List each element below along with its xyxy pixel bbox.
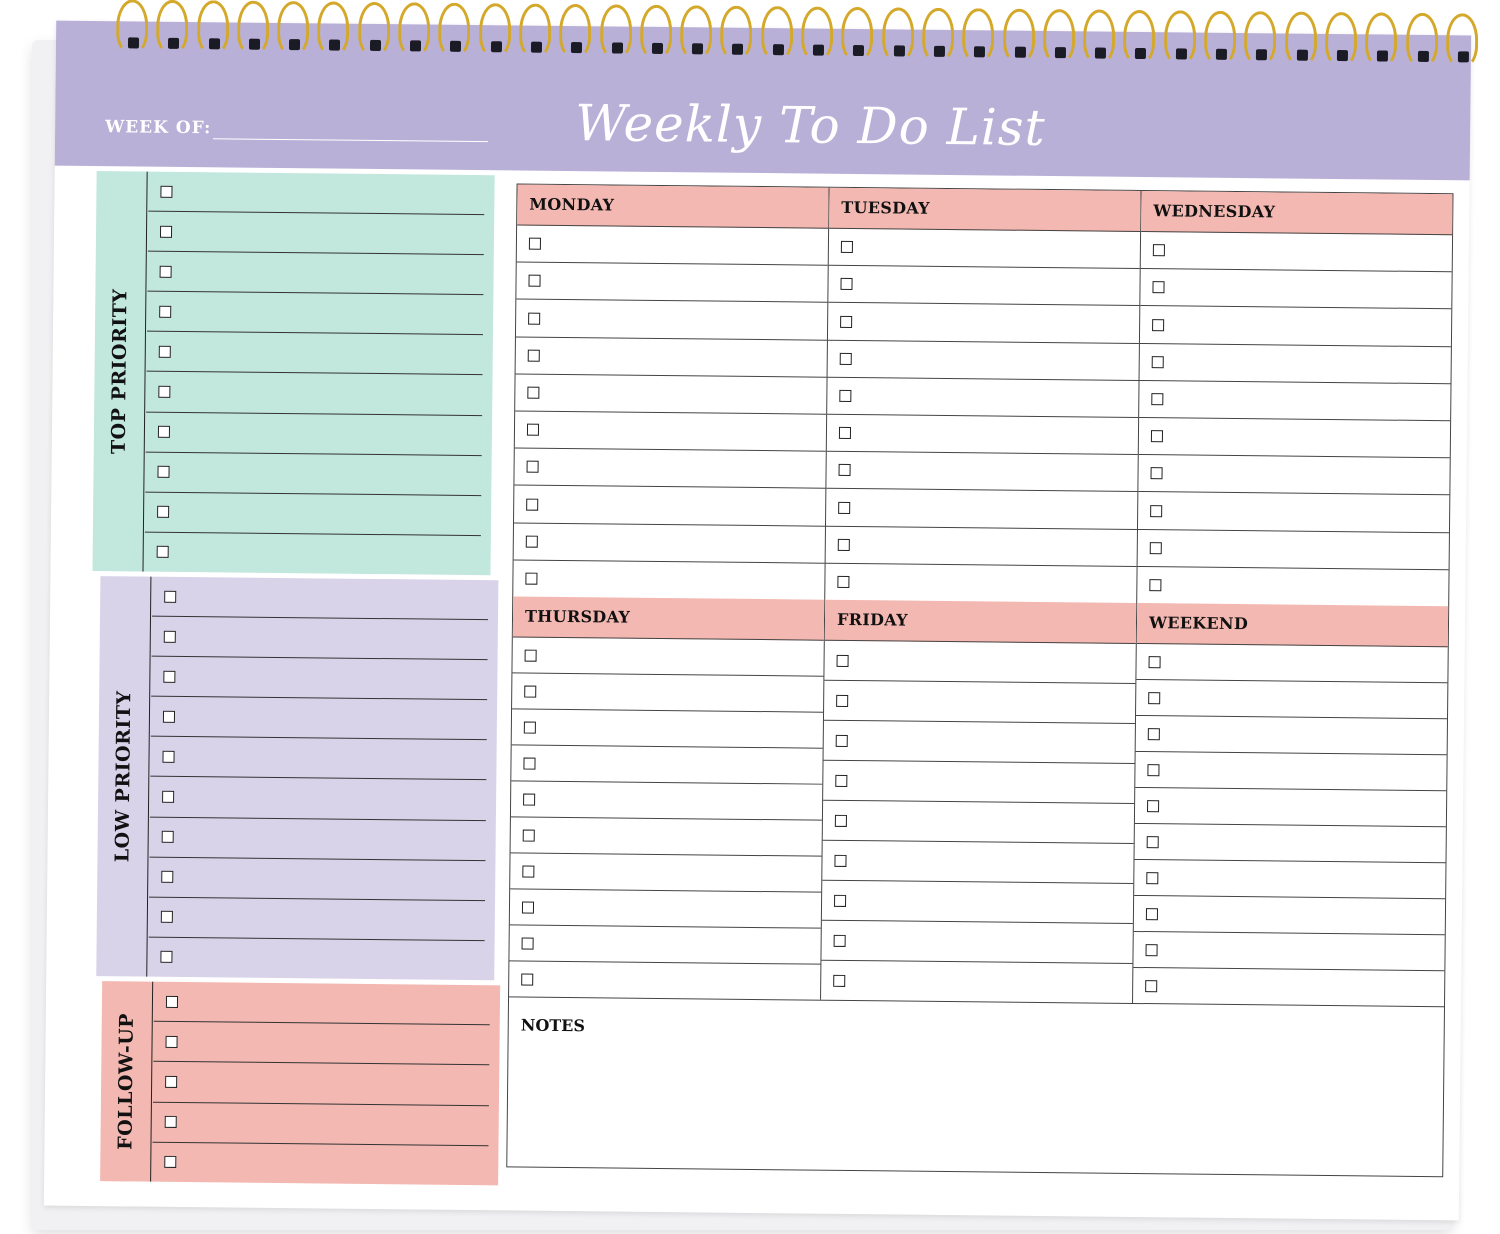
checkbox[interactable]	[524, 685, 536, 697]
checkbox[interactable]	[837, 576, 849, 588]
binding-hole	[450, 41, 461, 52]
checkbox[interactable]	[1149, 656, 1161, 668]
day-task-line[interactable]	[512, 637, 823, 676]
binding-hole	[1055, 47, 1066, 58]
day-task-line[interactable]	[1136, 716, 1447, 755]
day-task-line[interactable]	[513, 560, 824, 599]
checkbox[interactable]	[1152, 356, 1164, 368]
checkbox[interactable]	[840, 353, 852, 365]
binding-hole	[974, 46, 985, 57]
week-of-label: WEEK OF:	[105, 117, 212, 139]
day-task-line[interactable]	[827, 378, 1138, 418]
days-row-2	[509, 596, 1448, 1006]
checkbox[interactable]	[165, 1076, 177, 1088]
day-label-friday: FRIDAY	[836, 609, 908, 630]
day-task-line[interactable]	[1140, 269, 1451, 309]
day-task-line[interactable]	[1135, 788, 1446, 827]
spiral-coil	[237, 1, 268, 67]
checkbox[interactable]	[835, 814, 847, 826]
follow-up-section	[100, 981, 500, 1185]
spiral-coil	[1123, 10, 1154, 76]
day-lines-wednesday	[1137, 232, 1452, 606]
spiral-coil	[277, 1, 308, 67]
spiral-coil	[1405, 13, 1436, 79]
checkbox[interactable]	[525, 572, 537, 584]
day-lines-thursday	[509, 637, 824, 999]
checkbox[interactable]	[838, 501, 850, 513]
binding-hole	[1176, 48, 1187, 59]
low-priority-section	[96, 576, 498, 980]
day-task-line[interactable]	[1140, 344, 1451, 384]
day-column-weekend	[1133, 603, 1448, 1006]
task-line[interactable]	[149, 897, 485, 941]
day-lines-monday	[513, 225, 828, 599]
binding-hole	[853, 45, 864, 56]
top-priority-rows	[144, 172, 484, 575]
checkbox[interactable]	[164, 1156, 176, 1168]
spiral-coil	[801, 6, 832, 72]
checkbox[interactable]	[1151, 393, 1163, 405]
checkbox[interactable]	[162, 831, 174, 843]
day-task-line[interactable]	[512, 709, 823, 748]
checkbox[interactable]	[836, 734, 848, 746]
day-task-line[interactable]	[827, 415, 1138, 455]
checkbox[interactable]	[157, 466, 169, 478]
day-task-line[interactable]	[510, 853, 821, 892]
binding-hole	[1014, 47, 1025, 58]
day-task-line[interactable]	[826, 489, 1137, 529]
checkbox[interactable]	[1146, 872, 1158, 884]
checkbox[interactable]	[164, 630, 176, 642]
binding-hole	[1095, 48, 1106, 59]
day-task-line[interactable]	[516, 337, 827, 377]
task-line[interactable]	[149, 817, 485, 861]
spiral-coil	[881, 7, 912, 73]
binding-hole	[894, 45, 905, 56]
day-task-line[interactable]	[1141, 232, 1452, 272]
low-priority-label: LOW PRIORITY	[111, 690, 136, 863]
day-task-line[interactable]	[1137, 567, 1448, 606]
task-line[interactable]	[151, 697, 487, 741]
checkbox[interactable]	[1150, 542, 1162, 554]
week-of-line	[213, 138, 488, 142]
day-label-weekend: WEEKEND	[1148, 613, 1249, 634]
day-task-line[interactable]	[1136, 644, 1447, 683]
checkbox[interactable]	[523, 757, 535, 769]
binding-hole	[732, 44, 743, 55]
checkbox[interactable]	[525, 649, 537, 661]
checkbox[interactable]	[162, 791, 174, 803]
day-task-line[interactable]	[515, 411, 826, 451]
checkbox[interactable]	[834, 934, 846, 946]
checkbox[interactable]	[836, 694, 848, 706]
spiral-coil	[680, 5, 711, 71]
task-line[interactable]	[153, 1062, 489, 1106]
task-line[interactable]	[147, 332, 483, 376]
day-task-line[interactable]	[828, 303, 1139, 343]
day-task-line[interactable]	[511, 745, 822, 784]
binding-hole	[1135, 48, 1146, 59]
spiral-coil	[559, 4, 590, 70]
day-task-line[interactable]	[1138, 530, 1449, 570]
binding-hole	[1297, 50, 1308, 61]
checkbox[interactable]	[837, 654, 849, 666]
day-header-friday	[825, 600, 1136, 644]
spiral-coil	[478, 3, 509, 69]
binding-hole	[692, 43, 703, 54]
day-task-line[interactable]	[1139, 418, 1450, 458]
low-priority-label-column	[96, 576, 151, 977]
planner-sheet	[44, 21, 1471, 1221]
task-line[interactable]	[148, 172, 484, 216]
task-line[interactable]	[144, 532, 480, 575]
checkbox[interactable]	[839, 390, 851, 402]
day-task-line[interactable]	[1138, 492, 1449, 532]
checkbox[interactable]	[839, 464, 851, 476]
spiral-coil	[760, 6, 791, 72]
follow-up-label: FOLLOW-UP	[114, 1012, 138, 1150]
days-grid	[506, 183, 1453, 1177]
checkbox[interactable]	[160, 265, 172, 277]
checkbox[interactable]	[1147, 800, 1159, 812]
day-task-line[interactable]	[511, 817, 822, 856]
follow-up-label-column	[100, 981, 153, 1182]
spiral-coil	[841, 7, 872, 73]
binding-hole	[611, 42, 622, 53]
binding-hole	[491, 41, 502, 52]
checkbox[interactable]	[162, 751, 174, 763]
binding-hole	[813, 45, 824, 56]
day-task-line[interactable]	[824, 721, 1135, 764]
day-column-monday	[513, 184, 829, 599]
checkbox[interactable]	[840, 315, 852, 327]
spiral-coil	[1163, 10, 1194, 76]
checkbox[interactable]	[523, 829, 535, 841]
day-task-line[interactable]	[1136, 680, 1447, 719]
day-task-line[interactable]	[514, 449, 825, 489]
spiral-coil	[116, 0, 147, 66]
task-line[interactable]	[154, 982, 490, 1026]
day-header-weekend	[1137, 603, 1448, 647]
checkbox[interactable]	[164, 590, 176, 602]
checkbox[interactable]	[1153, 244, 1165, 256]
checkbox[interactable]	[528, 349, 540, 361]
spiral-coil	[599, 4, 630, 70]
day-task-line[interactable]	[826, 452, 1137, 492]
checkbox[interactable]	[841, 241, 853, 253]
task-line[interactable]	[151, 657, 487, 701]
spiral-coil	[1002, 9, 1033, 75]
task-line[interactable]	[153, 1102, 489, 1146]
day-task-line[interactable]	[1134, 896, 1445, 935]
day-lines-tuesday	[825, 229, 1140, 603]
task-line[interactable]	[152, 577, 488, 621]
day-task-line[interactable]	[829, 229, 1140, 269]
checkbox[interactable]	[158, 426, 170, 438]
day-header-wednesday	[1141, 191, 1452, 235]
checkbox[interactable]	[1150, 505, 1162, 517]
spiral-coil	[317, 1, 348, 67]
top-priority-label-column	[92, 171, 147, 572]
day-task-line[interactable]	[514, 486, 825, 526]
task-line[interactable]	[152, 617, 488, 661]
checkbox[interactable]	[522, 865, 534, 877]
day-task-line[interactable]	[1138, 455, 1449, 495]
binding-hole	[1458, 51, 1469, 62]
day-task-line[interactable]	[509, 961, 820, 999]
spiral-coil	[519, 3, 550, 69]
top-priority-label: TOP PRIORITY	[107, 288, 132, 455]
checkbox[interactable]	[1151, 430, 1163, 442]
task-line[interactable]	[148, 937, 484, 980]
checkbox[interactable]	[526, 535, 538, 547]
checkbox[interactable]	[834, 854, 846, 866]
task-line[interactable]	[146, 372, 482, 416]
binding-hole	[410, 40, 421, 51]
day-task-line[interactable]	[821, 961, 1132, 1003]
checkbox[interactable]	[1146, 944, 1158, 956]
task-line[interactable]	[148, 212, 484, 256]
day-label-wednesday: WEDNESDAY	[1153, 201, 1276, 222]
top-priority-section	[92, 171, 494, 575]
day-task-line[interactable]	[516, 300, 827, 340]
day-header-thursday	[513, 596, 824, 640]
day-column-wednesday	[1137, 191, 1452, 606]
binding-hole	[1337, 50, 1348, 61]
task-line[interactable]	[153, 1022, 489, 1066]
notes-area[interactable]	[507, 996, 1444, 1177]
checkbox[interactable]	[528, 275, 540, 287]
checkbox[interactable]	[1152, 319, 1164, 331]
day-column-friday	[821, 600, 1137, 1003]
day-task-line[interactable]	[517, 225, 828, 265]
binding-hole	[370, 40, 381, 51]
checkbox[interactable]	[529, 238, 541, 250]
spiral-coil	[1365, 12, 1396, 78]
checkbox[interactable]	[1147, 836, 1159, 848]
checkbox[interactable]	[527, 386, 539, 398]
spiral-coil	[196, 0, 227, 66]
checkbox[interactable]	[524, 721, 536, 733]
notes-label: NOTES	[520, 1015, 586, 1036]
binding-hole	[168, 38, 179, 49]
binding-hole	[1256, 49, 1267, 60]
spiral-coil	[922, 8, 953, 74]
spiral-coil	[1244, 11, 1275, 77]
checkbox[interactable]	[1147, 764, 1159, 776]
day-task-line[interactable]	[515, 374, 826, 414]
day-task-line[interactable]	[1140, 306, 1451, 346]
day-task-line[interactable]	[824, 641, 1135, 684]
day-task-line[interactable]	[828, 266, 1139, 306]
day-task-line[interactable]	[1133, 932, 1444, 971]
task-line[interactable]	[152, 1143, 488, 1186]
task-line[interactable]	[146, 412, 482, 456]
day-task-line[interactable]	[1135, 824, 1446, 863]
spiral-coil	[1446, 13, 1477, 79]
day-task-line[interactable]	[825, 564, 1136, 603]
spiral-coil	[358, 2, 389, 68]
day-task-line[interactable]	[514, 523, 825, 563]
day-header-monday	[517, 184, 828, 228]
day-label-thursday: THURSDAY	[524, 606, 631, 627]
checkbox[interactable]	[833, 974, 845, 986]
spiral-binding	[116, 0, 1477, 83]
day-label-monday: MONDAY	[529, 194, 615, 215]
checkbox[interactable]	[834, 894, 846, 906]
checkbox[interactable]	[165, 1116, 177, 1128]
checkbox[interactable]	[527, 461, 539, 473]
day-label-tuesday: TUESDAY	[841, 197, 931, 218]
task-line[interactable]	[147, 292, 483, 336]
day-task-line[interactable]	[823, 761, 1134, 804]
task-line[interactable]	[149, 857, 485, 901]
spiral-coil	[1204, 11, 1235, 77]
day-task-line[interactable]	[510, 889, 821, 928]
checkbox[interactable]	[839, 427, 851, 439]
checkbox[interactable]	[161, 911, 173, 923]
checkbox[interactable]	[838, 539, 850, 551]
binding-hole	[128, 37, 139, 48]
checkbox[interactable]	[1146, 908, 1158, 920]
day-task-line[interactable]	[1139, 381, 1450, 421]
checkbox[interactable]	[1152, 281, 1164, 293]
checkbox[interactable]	[157, 546, 169, 558]
checkbox[interactable]	[160, 225, 172, 237]
task-line[interactable]	[150, 737, 486, 781]
checkbox[interactable]	[528, 312, 540, 324]
day-lines-weekend	[1133, 644, 1448, 1006]
task-line[interactable]	[145, 492, 481, 536]
follow-up-rows	[152, 982, 490, 1186]
checkbox[interactable]	[527, 424, 539, 436]
checkbox[interactable]	[1148, 728, 1160, 740]
checkbox[interactable]	[163, 671, 175, 683]
day-task-line[interactable]	[821, 921, 1132, 964]
checkbox[interactable]	[159, 346, 171, 358]
checkbox[interactable]	[840, 278, 852, 290]
checkbox[interactable]	[523, 793, 535, 805]
task-line[interactable]	[145, 452, 481, 496]
binding-hole	[571, 42, 582, 53]
checkbox[interactable]	[522, 937, 534, 949]
checkbox[interactable]	[161, 871, 173, 883]
spiral-coil	[1043, 9, 1074, 75]
day-lines-friday	[821, 641, 1136, 1003]
binding-hole	[934, 46, 945, 57]
page-title: Weekly To Do List	[574, 94, 1046, 157]
checkbox[interactable]	[165, 1036, 177, 1048]
spiral-coil	[1083, 9, 1114, 75]
binding-hole	[249, 39, 260, 50]
binding-hole	[1216, 49, 1227, 60]
day-task-line[interactable]	[1135, 752, 1446, 791]
binding-hole	[329, 39, 340, 50]
day-task-line[interactable]	[823, 801, 1134, 844]
checkbox[interactable]	[1150, 467, 1162, 479]
checkbox[interactable]	[158, 386, 170, 398]
binding-hole	[773, 44, 784, 55]
day-task-line[interactable]	[824, 681, 1135, 724]
task-line[interactable]	[150, 777, 486, 821]
binding-hole	[652, 43, 663, 54]
binding-hole	[1417, 51, 1428, 62]
checkbox[interactable]	[522, 901, 534, 913]
binding-hole	[209, 38, 220, 49]
checkbox[interactable]	[163, 711, 175, 723]
day-task-line[interactable]	[826, 526, 1137, 566]
checkbox[interactable]	[157, 506, 169, 518]
checkbox[interactable]	[1145, 980, 1157, 992]
day-header-tuesday	[829, 188, 1140, 232]
checkbox[interactable]	[160, 951, 172, 963]
day-task-line[interactable]	[828, 340, 1139, 380]
spiral-coil	[1325, 12, 1356, 78]
checkbox[interactable]	[1149, 579, 1161, 591]
day-column-thursday	[509, 596, 825, 999]
spiral-coil	[156, 0, 187, 66]
days-row-1	[513, 184, 1452, 606]
spiral-coil	[640, 5, 671, 71]
day-task-line[interactable]	[822, 841, 1133, 884]
low-priority-rows	[148, 577, 488, 980]
checkbox[interactable]	[160, 185, 172, 197]
checkbox[interactable]	[166, 995, 178, 1007]
checkbox[interactable]	[521, 973, 533, 985]
spiral-coil	[398, 2, 429, 68]
day-task-line[interactable]	[512, 673, 823, 712]
spiral-coil	[1284, 11, 1315, 77]
day-task-line[interactable]	[509, 925, 820, 964]
checkbox[interactable]	[835, 774, 847, 786]
day-task-line[interactable]	[822, 881, 1133, 924]
checkbox[interactable]	[159, 306, 171, 318]
day-task-line[interactable]	[511, 781, 822, 820]
checkbox[interactable]	[526, 498, 538, 510]
spiral-coil	[438, 3, 469, 69]
spiral-coil	[962, 8, 993, 74]
spiral-coil	[720, 6, 751, 72]
day-task-line[interactable]	[1134, 860, 1445, 899]
day-column-tuesday	[825, 188, 1141, 603]
checkbox[interactable]	[1148, 692, 1160, 704]
task-line[interactable]	[147, 252, 483, 296]
day-task-line[interactable]	[1133, 968, 1444, 1006]
day-task-line[interactable]	[516, 263, 827, 303]
binding-hole	[531, 42, 542, 53]
binding-hole	[289, 39, 300, 50]
binding-hole	[1377, 50, 1388, 61]
